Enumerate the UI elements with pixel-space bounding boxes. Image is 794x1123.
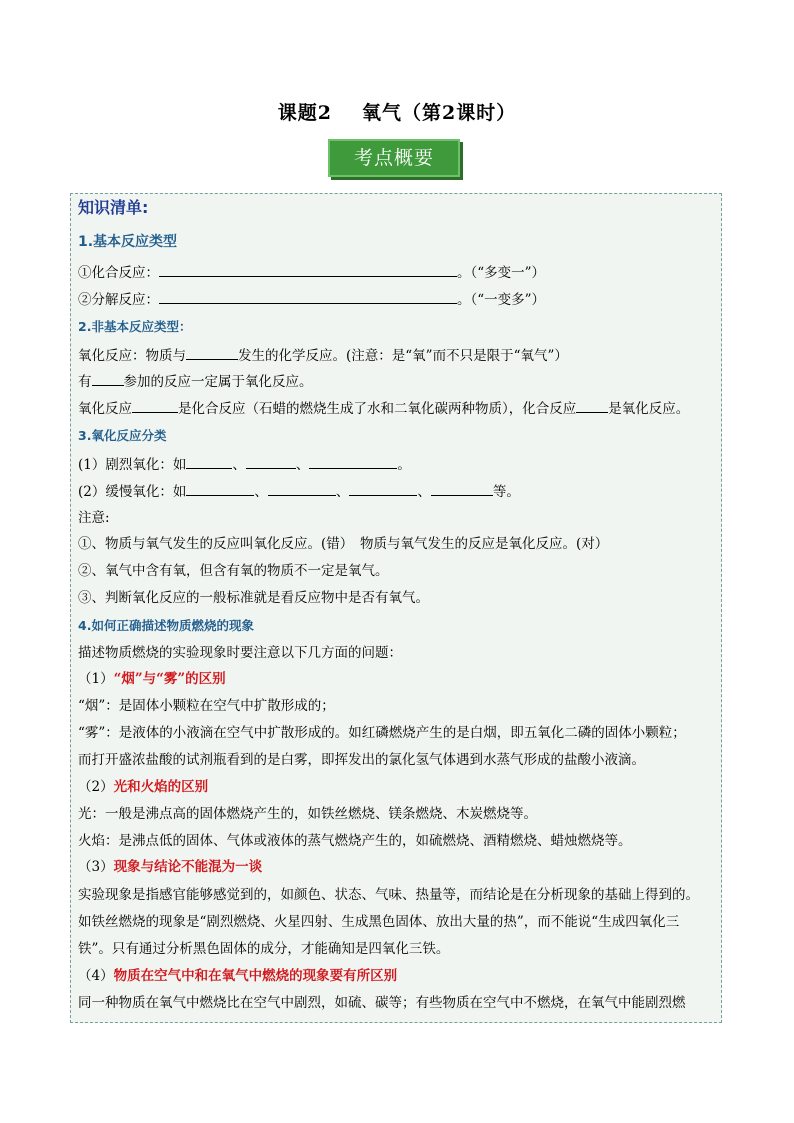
line-text: (1）剧烈氧化：如 <box>78 457 187 473</box>
section3-heading: 3.氧化反应分类 <box>78 428 167 443</box>
point4-line1: 同一种物质在氧气中燃烧比在空气中剧烈，如硫、碳等；有些物质在空气中不燃烧，在氧气中能剧烈燃 <box>78 995 686 1011</box>
point1-line3: 而打开盛浓盐酸的试剂瓶看到的是白雾，即挥发出的氯化氢气体遇到水蒸气形成的盐酸小液滴。 <box>78 752 645 768</box>
point-title: 光和火焰的区别 <box>113 779 209 795</box>
separator: 、 <box>254 484 268 500</box>
oxidation-definition-line <box>78 346 568 365</box>
point-title: 物质在空气中和在氧气中燃烧的现象要有所区别 <box>113 968 398 984</box>
answer-blank[interactable] <box>268 482 336 496</box>
answer-blank[interactable] <box>132 399 178 413</box>
answer-blank[interactable] <box>431 482 493 496</box>
slow-oxidation-line <box>78 482 520 501</box>
answer-blank[interactable] <box>576 399 608 413</box>
point-number: （3） <box>78 859 114 875</box>
separator: 、 <box>335 484 350 500</box>
note-label: 注意: <box>78 510 110 526</box>
point3-heading <box>78 858 262 876</box>
line-text: 参加的反应一定属于氧化反应。 <box>123 374 313 390</box>
line-text: 是化合反应（石蜡的燃烧生成了水和二氧化碳两种物质），化合反应 <box>178 401 577 417</box>
line-text: 氧化反应：物质与 <box>78 348 186 364</box>
line-text: ①化合反应： <box>78 265 159 281</box>
line-text: (2）缓慢氧化：如 <box>78 484 187 500</box>
note-1: ①、物质与氧气发生的反应叫氧化反应。(错） 物质与氧气发生的反应是氧化反应。(对） <box>78 536 609 552</box>
point3-line3: 铁”。只有通过分析黑色固体的成分，才能确知是四氧化三铁。 <box>78 941 450 957</box>
page-title <box>0 98 794 125</box>
point2-line1: 光：一般是沸点高的固体燃烧产生的，如铁丝燃烧、镁条燃烧、木炭燃烧等。 <box>78 806 537 822</box>
combination-reaction-line <box>78 263 545 282</box>
point3-line1: 实验现象是指感官能够感觉到的，如颜色、状态、气味、热量等，而结论是在分析现象的基础上得到的。 <box>78 887 699 903</box>
line-text: 等。 <box>492 484 520 500</box>
section4-intro: 描述物质燃烧的实验现象时要注意以下几方面的问题： <box>78 645 402 661</box>
section2-heading: 2.非基本反应类型： <box>78 319 192 334</box>
separator: 、 <box>417 484 431 500</box>
separator: 、 <box>232 457 246 473</box>
line-text: 。（“一变多”） <box>457 292 546 308</box>
point-title: 现象与结论不能混为一谈 <box>113 859 263 875</box>
knowledge-heading: 知识清单: <box>78 198 149 217</box>
point2-line2: 火焰：是沸点低的固体、气体或液体的蒸气燃烧产生的，如硫燃烧、酒精燃烧、蜡烛燃烧等。 <box>78 833 632 849</box>
oxidation-rule-line <box>78 372 313 391</box>
line-text: 发生的化学反应。(注意：是“氧”而不只是限于“氧气”） <box>238 348 568 364</box>
badge-label: 考点概要 <box>328 139 460 177</box>
point3-line2: 如铁丝燃烧的现象是“剧烈燃烧、火星四射、生成黑色固体、放出大量的热”，而不能说“生成四氧化三 <box>78 914 680 930</box>
line-text: 。 <box>397 457 411 473</box>
line-text: 有 <box>78 374 92 390</box>
separator: 、 <box>295 457 310 473</box>
point1-line1: “烟”：是固体小颗粒在空气中扩散形成的； <box>78 698 335 714</box>
point4-heading <box>78 967 397 985</box>
answer-blank[interactable] <box>92 372 124 386</box>
answer-blank[interactable] <box>309 455 397 469</box>
oxidation-vs-combination-line <box>78 399 689 418</box>
section1-heading: 1.基本反应类型 <box>78 234 178 250</box>
point1-line2: “雾”：是液体的小液滴在空气中扩散形成的。如红磷燃烧产生的是白烟，即五氧化二磷的固体小颗粒； <box>78 725 686 741</box>
point2-heading <box>78 778 208 796</box>
point-title: “烟”与“雾”的区别 <box>113 671 226 687</box>
decomposition-reaction-line <box>78 290 545 309</box>
lesson-topic: 氧气（第2课时） <box>362 102 517 124</box>
point-number: （2） <box>78 779 114 795</box>
line-text: 是氧化反应。 <box>608 401 690 417</box>
point-number: （1） <box>78 671 114 687</box>
answer-blank[interactable] <box>159 263 457 277</box>
answer-blank[interactable] <box>349 482 417 496</box>
section4-heading: 4.如何正确描述物质燃烧的现象 <box>78 618 254 633</box>
point1-heading <box>78 670 226 688</box>
answer-blank[interactable] <box>186 346 238 360</box>
vigorous-oxidation-line <box>78 455 411 474</box>
point-number: （4） <box>78 968 114 984</box>
answer-blank[interactable] <box>246 455 296 469</box>
line-text: 。（“多变一”） <box>457 265 546 281</box>
note-2: ②、氧气中含有氧，但含有氧的物质不一定是氧气。 <box>78 563 389 579</box>
lesson-number: 课题2 <box>277 102 332 124</box>
line-text: ②分解反应： <box>78 292 159 308</box>
answer-blank[interactable] <box>186 455 232 469</box>
section-badge <box>328 139 460 177</box>
note-3: ③、判断氧化反应的一般标准就是看反应物中是否有氧气。 <box>78 590 429 606</box>
answer-blank[interactable] <box>159 290 457 304</box>
answer-blank[interactable] <box>186 482 254 496</box>
line-text: 氧化反应 <box>78 401 132 417</box>
